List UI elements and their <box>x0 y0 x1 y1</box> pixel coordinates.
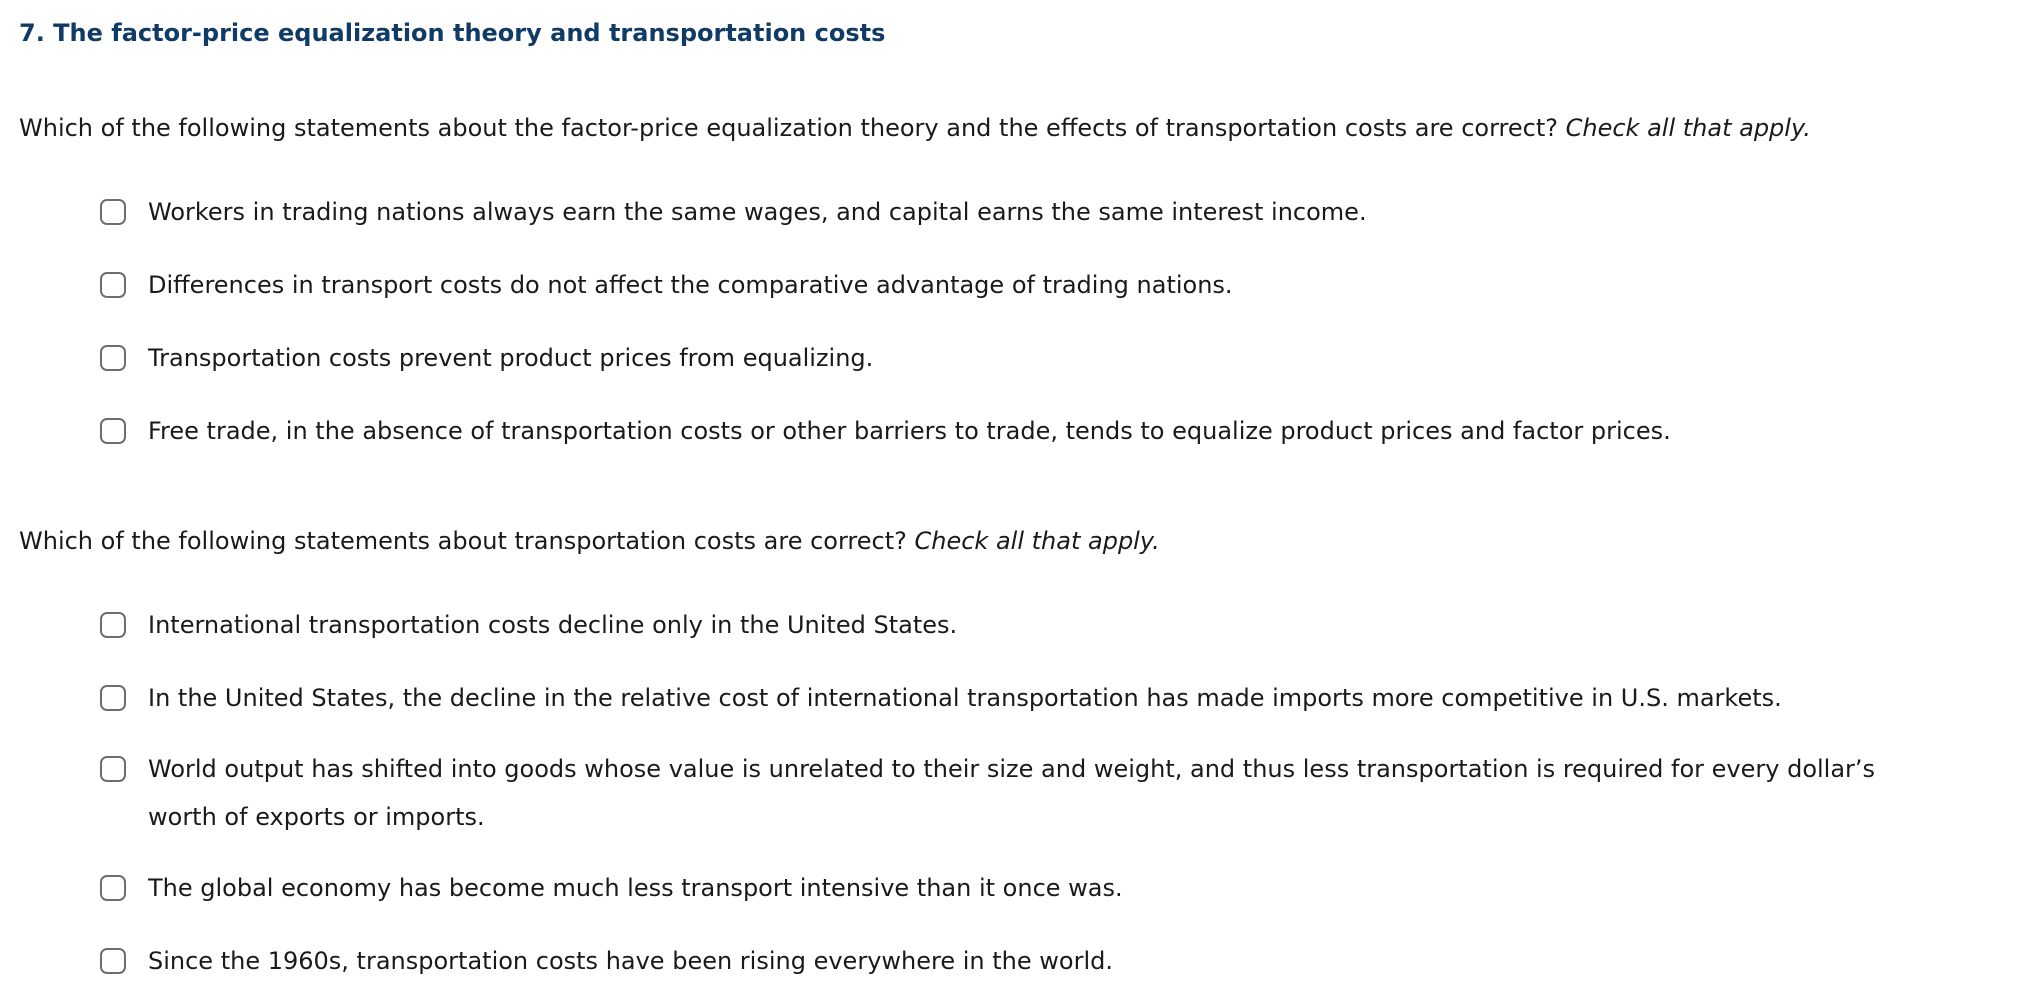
q2-option-5-checkbox[interactable] <box>100 948 126 974</box>
question-1-instruction: Check all that apply. <box>1565 114 1811 142</box>
q2-option-4-checkbox[interactable] <box>100 875 126 901</box>
q1-option-2-checkbox[interactable] <box>100 272 126 298</box>
q1-option-2-label[interactable]: Differences in transport costs do not affect the comparative advantage of trading nations. <box>148 271 1233 299</box>
q1-option-2[interactable] <box>100 269 1233 301</box>
q1-option-3[interactable] <box>100 342 873 374</box>
q2-option-5[interactable] <box>100 945 1113 977</box>
q1-option-4-checkbox[interactable] <box>100 418 126 444</box>
q1-option-1-checkbox[interactable] <box>100 199 126 225</box>
q2-option-1-checkbox[interactable] <box>100 612 126 638</box>
q2-option-2[interactable] <box>100 682 1782 714</box>
q1-option-1[interactable] <box>100 196 1367 228</box>
q1-option-4[interactable] <box>100 415 1671 447</box>
q2-option-1-label[interactable]: International transportation costs decline only in the United States. <box>148 611 958 639</box>
q1-option-3-label[interactable]: Transportation costs prevent product prices from equalizing. <box>148 344 874 372</box>
q2-option-4[interactable] <box>100 872 1123 904</box>
q2-option-5-label[interactable]: Since the 1960s, transportation costs have been rising everywhere in the world. <box>148 947 1113 975</box>
q1-option-1-label[interactable]: Workers in trading nations always earn the same wages, and capital earns the same interest income. <box>148 198 1367 226</box>
q2-option-2-label[interactable]: In the United States, the decline in the relative cost of international transportation has made imports more competitive in U.S. markets. <box>148 684 1782 712</box>
q2-option-3[interactable] <box>100 753 1908 841</box>
question-2-prompt <box>19 525 1160 557</box>
q2-option-3-checkbox[interactable] <box>100 756 126 782</box>
q2-option-3-label[interactable]: World output has shifted into goods whose value is unrelated to their size and weight, and thus less transportation is required for every dollar’s worth of exports or imports. <box>148 755 1876 831</box>
q2-option-2-checkbox[interactable] <box>100 685 126 711</box>
q1-option-3-checkbox[interactable] <box>100 345 126 371</box>
question-2-text: Which of the following statements about transportation costs are correct? <box>19 527 907 555</box>
question-1-text: Which of the following statements about the factor-price equalization theory and the effects of transportation costs are correct? <box>19 114 1558 142</box>
q1-option-4-label[interactable]: Free trade, in the absence of transportation costs or other barriers to trade, tends to equalize product prices and factor prices. <box>148 417 1671 445</box>
q2-option-4-label[interactable]: The global economy has become much less transport intensive than it once was. <box>148 874 1123 902</box>
question-2-instruction: Check all that apply. <box>914 527 1160 555</box>
q2-option-1[interactable] <box>100 609 957 641</box>
page-title: 7. The factor-price equalization theory and transportation costs <box>19 19 886 47</box>
question-1-prompt <box>19 112 1811 144</box>
